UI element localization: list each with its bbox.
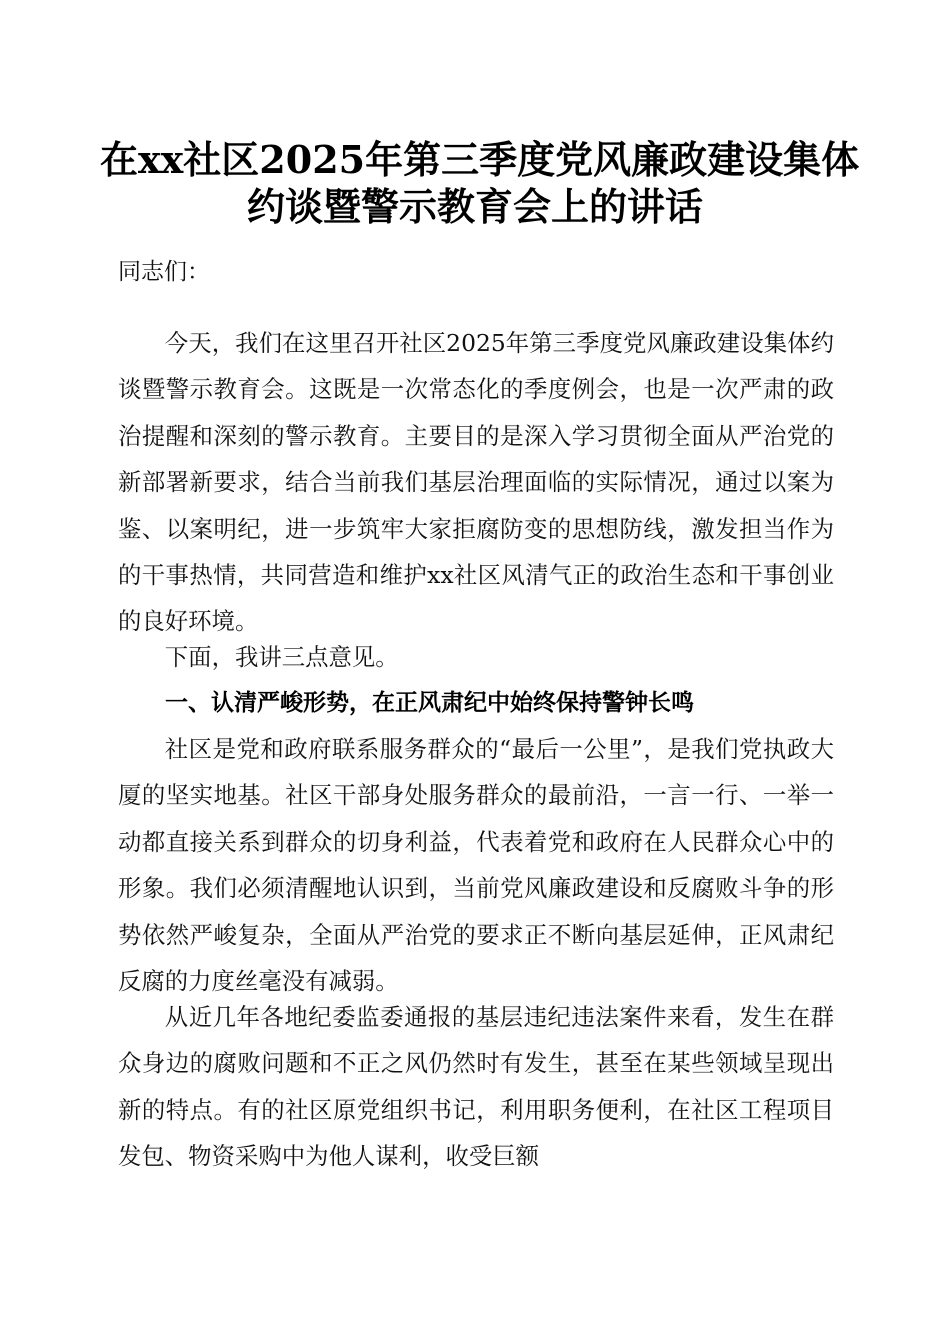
section-heading-1: 一、认清严峻形势，在正风肃纪中始终保持警钟长鸣 [165,690,694,716]
section1-paragraph-1: 社区是党和政府联系服务群众的“最后一公里”，是我们党执政大厦的坚实地基。社区干部身处服务群众的最前沿，一言一行、一举一动都直接关系到群众的切身利益，代表着党和政府在人民群众心中的形象。我们必须清醒地认识到，当前党风廉政建设和反腐败斗争的形势依然严峻复杂，全面从严治党的要求正不断向基层延伸，正风肃纪反腐的力度丝毫没有减弱。 [118,735,834,996]
salutation: 同志们： [118,259,210,285]
paragraph-outline: 下面，我讲三点意见。 [164,643,399,671]
paragraph-intro: 今天，我们在这里召开社区2025年第三季度党风廉政建设集体约谈暨警示教育会。这既是一次常态化的季度例会，也是一次严肃的政治提醒和深刻的警示教育。主要目的是深入学习贯彻全面从严治党的新部署新要求，结合当前我们基层治理面临的实际情况，通过以案为鉴、以案明纪，进一步筑牢大家拒腐防变的思想防线，激发担当作为的干事热情，共同营造和维护xx社区风清气正的政治生态和干事创业的良好环境。 [118,329,834,636]
document-title-line-2: 约谈暨警示教育会上的讲话 [246,184,703,229]
section1-paragraph-2: 从近几年各地纪委监委通报的基层违纪违法案件来看，发生在群众身边的腐败问题和不正之风仍然时有发生，甚至在某些领域呈现出新的特点。有的社区原党组织书记，利用职务便利，在社区工程项目发包、物资采购中为他人谋利，收受巨额 [118,1003,834,1171]
document-title-line-1: 在xx社区2025年第三季度党风廉政建设集体 [100,137,860,182]
